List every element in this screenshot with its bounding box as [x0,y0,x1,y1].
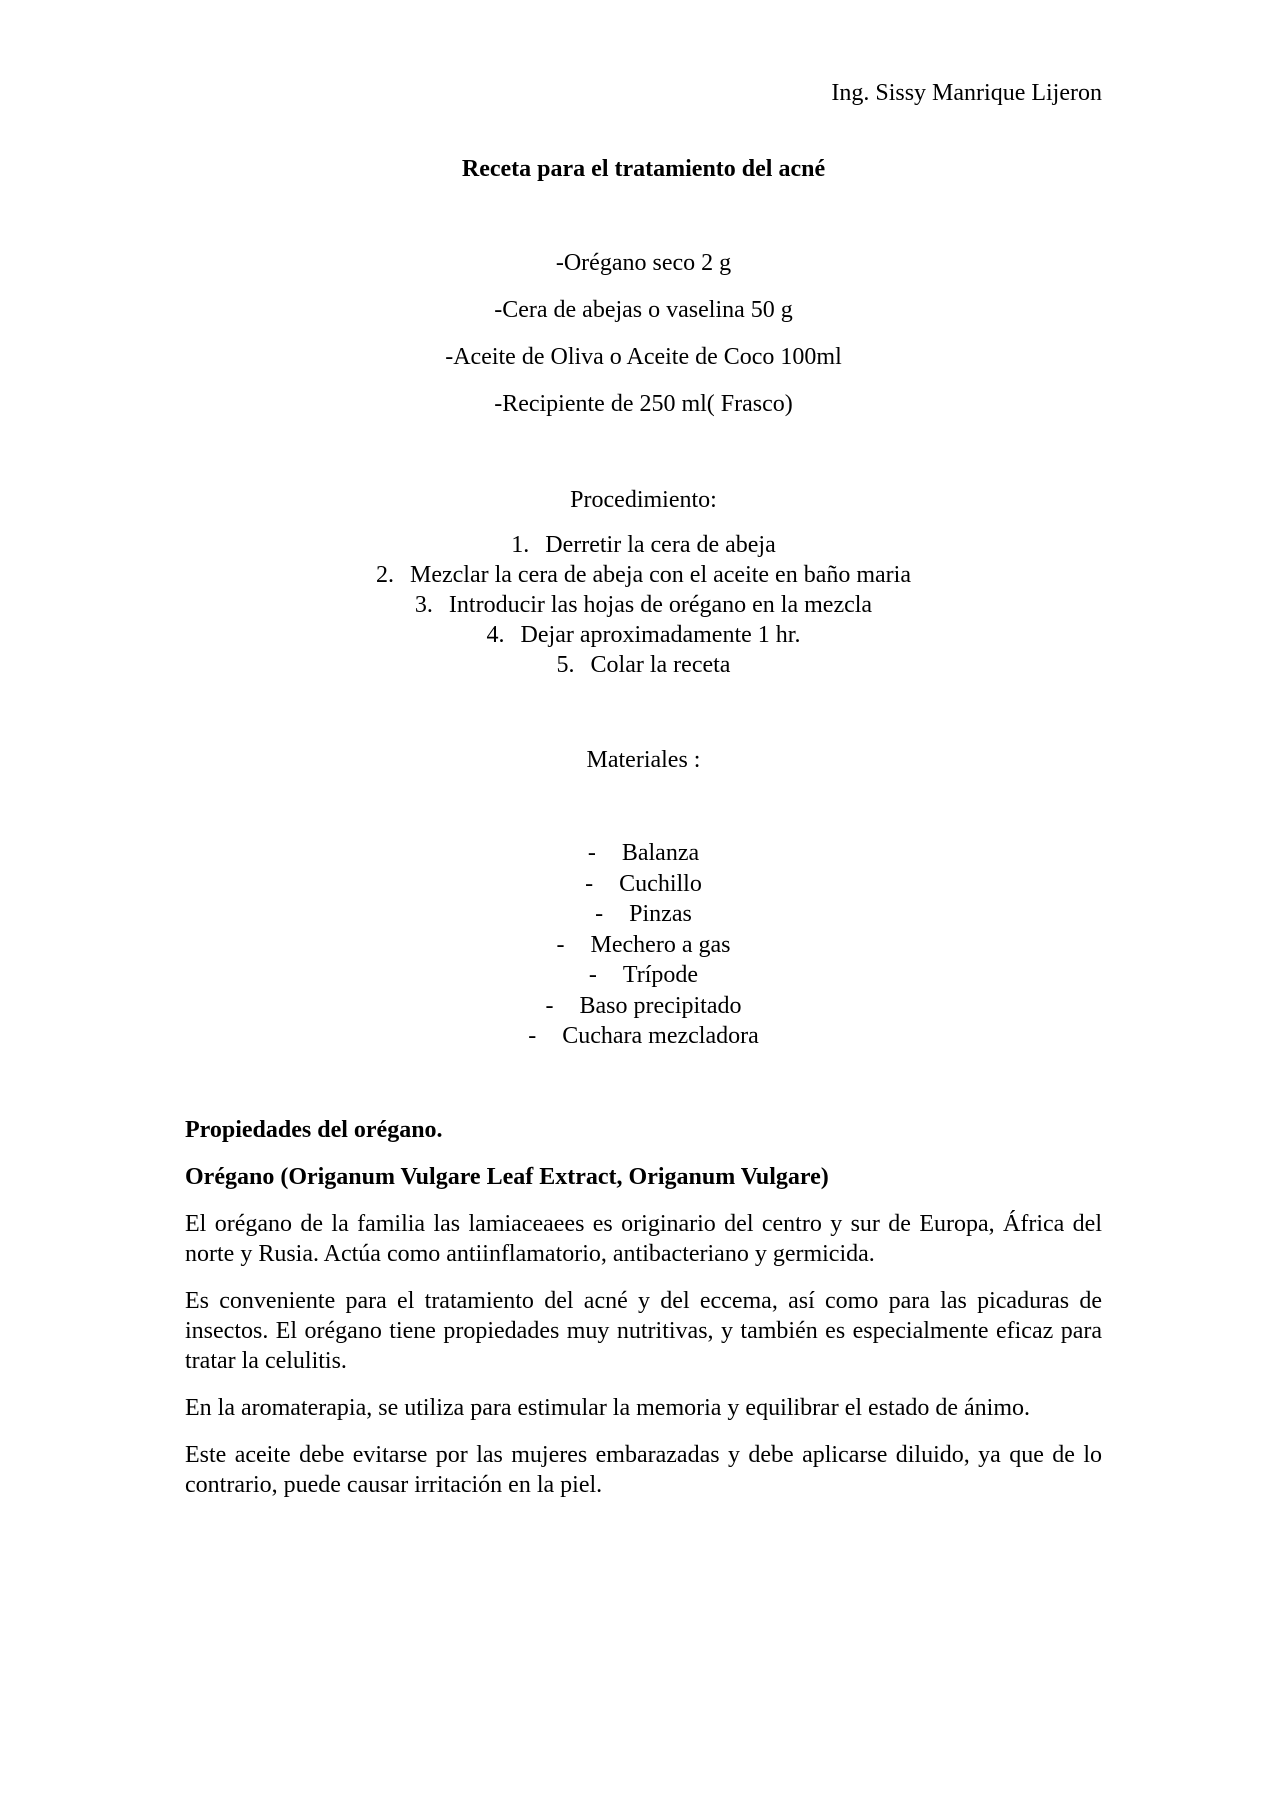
step-text: Derretir la cera de abeja [545,532,776,558]
step-text: Mezclar la cera de abeja con el aceite en baño maria [409,562,911,588]
dash-bullet: - [528,1023,537,1049]
procedure-heading: Procedimiento: [570,487,717,513]
procedure-steps [185,530,1102,680]
step-number: 1. [511,532,530,558]
procedure-step [185,530,1102,560]
ingredient-item: -Recipiente de 250 ml( Frasco) [494,391,793,417]
material-text: Pinzas [629,901,692,927]
step-text: Colar la receta [590,652,731,678]
dash-bullet: - [595,901,604,927]
procedure-step [185,590,1102,620]
material-text: Mechero a gas [590,931,731,958]
properties-subheading: Orégano (Origanum Vulgare Leaf Extract, Origanum Vulgare) [185,1164,829,1190]
step-text: Introducir las hojas de orégano en la mezcla [448,592,873,618]
material-item [185,960,1102,991]
material-text: Cuchara mezcladora [562,1023,759,1049]
dash-bullet: - [545,992,554,1019]
body-paragraph: Este aceite debe evitarse por las mujeres embarazadas y debe aplicarse diluido, ya que de lo contrario, puede causar irritación en la piel. [185,1442,1102,1498]
step-text: Dejar aproximadamente 1 hr. [520,622,801,648]
material-item [185,930,1102,961]
procedure-step [185,620,1102,650]
properties-section [185,1115,1102,1517]
material-text: Baso precipitado [579,992,742,1019]
step-number: 2. [375,562,394,588]
step-number: 4. [486,622,505,648]
ingredients-list [185,248,1102,436]
author-name: Ing. Sissy Manrique Lijeron [831,80,1102,106]
properties-heading: Propiedades del orégano. [185,1117,443,1143]
material-text: Balanza [621,840,700,866]
material-item [185,899,1102,930]
body-paragraph: En la aromaterapia, se utiliza para estimular la memoria y equilibrar el estado de ánimo. [185,1395,1030,1421]
dash-bullet: - [587,840,596,866]
procedure-step [185,650,1102,680]
step-number: 5. [556,652,575,678]
dash-bullet: - [585,870,594,897]
material-text: Trípode [622,962,699,988]
document-page [185,0,1102,1811]
procedure-step [185,560,1102,590]
materials-heading: Materiales : [586,747,701,773]
material-text: Cuchillo [619,870,702,897]
document-title: Receta para el tratamiento del acné [461,156,826,182]
materials-list [185,838,1102,1052]
material-item [185,838,1102,869]
ingredient-item: -Orégano seco 2 g [555,250,732,276]
material-item [185,1021,1102,1052]
dash-bullet: - [588,962,597,988]
body-paragraph: Es conveniente para el tratamiento del acné y del eccema, así como para las picaduras de insectos. El orégano tiene propiedades muy nutritivas, y también es especialmente eficaz para tratar la celulitis. [185,1288,1102,1374]
material-item [185,991,1102,1022]
dash-bullet: - [556,931,565,958]
material-item [185,869,1102,900]
body-paragraph: El orégano de la familia las lamiaceaees es originario del centro y sur de Europa, África del norte y Rusia. Actúa como antiinflamatorio, antibacteriano y germicida. [185,1211,1102,1267]
step-number: 3. [414,592,433,618]
ingredient-item: -Cera de abejas o vaselina 50 g [494,297,793,323]
ingredient-item: -Aceite de Oliva o Aceite de Coco 100ml [445,344,842,370]
